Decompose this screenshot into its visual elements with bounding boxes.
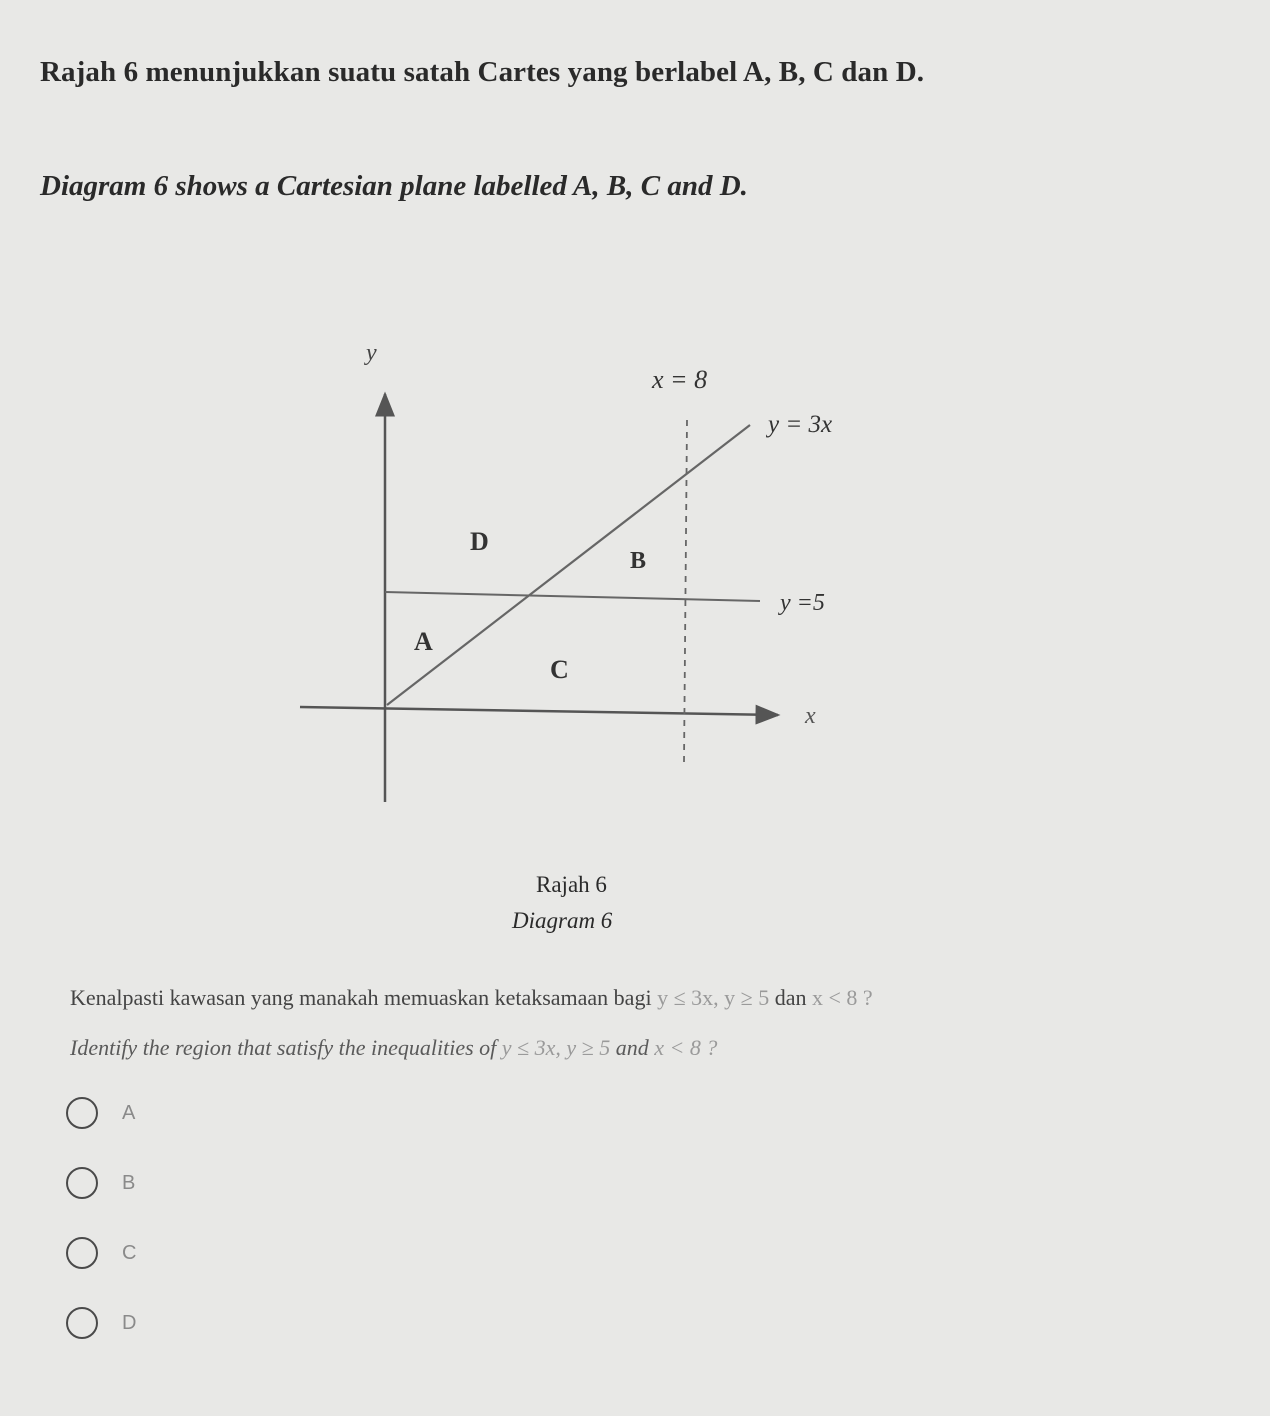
region-label-b: B bbox=[630, 548, 647, 574]
option-c[interactable] bbox=[66, 1218, 136, 1288]
question-english-and: and bbox=[610, 1035, 655, 1060]
question-english-end: ? bbox=[700, 1035, 718, 1060]
question-english-math2: x < 8 bbox=[654, 1035, 701, 1060]
intro-english: Diagram 6 shows a Cartesian plane labelled A, B, C and D. bbox=[40, 170, 748, 202]
line-x-8 bbox=[684, 420, 687, 762]
question-malay-and: dan bbox=[769, 985, 812, 1010]
x-axis bbox=[300, 707, 778, 715]
line-y5-label: y =5 bbox=[780, 590, 825, 616]
option-b-label: B bbox=[122, 1171, 136, 1194]
option-d[interactable] bbox=[66, 1288, 136, 1358]
region-label-d: D bbox=[470, 527, 489, 556]
question-malay-end: ? bbox=[857, 985, 873, 1010]
option-c-label: C bbox=[122, 1241, 137, 1264]
line-x8-label: x = 8 bbox=[652, 365, 708, 394]
option-a[interactable] bbox=[66, 1078, 136, 1148]
radio-button-c[interactable] bbox=[66, 1237, 98, 1269]
cartesian-diagram bbox=[290, 330, 890, 820]
answer-options bbox=[66, 1078, 136, 1358]
region-label-a: A bbox=[414, 627, 433, 656]
question-malay-math: y ≤ 3x, y ≥ 5 bbox=[657, 985, 770, 1010]
x-axis-label: x bbox=[805, 703, 816, 729]
question-malay-math2: x < 8 bbox=[811, 985, 858, 1010]
question-english bbox=[70, 1035, 717, 1061]
intro-malay: Rajah 6 menunjukkan suatu satah Cartes yang berlabel A, B, C dan D. bbox=[40, 56, 925, 88]
question-malay bbox=[70, 985, 873, 1011]
region-label-c: C bbox=[550, 655, 569, 684]
line-y-5 bbox=[385, 592, 760, 601]
question-malay-text: Kenalpasti kawasan yang manakah memuaskan ketaksamaan bagi bbox=[70, 985, 658, 1010]
option-b[interactable] bbox=[66, 1148, 136, 1218]
option-d-label: D bbox=[122, 1311, 137, 1334]
option-a-label: A bbox=[122, 1101, 136, 1124]
y-axis-label: y bbox=[366, 340, 377, 366]
radio-button-d[interactable] bbox=[66, 1307, 98, 1339]
diagram-caption-english: Diagram 6 bbox=[512, 908, 613, 933]
radio-button-a[interactable] bbox=[66, 1097, 98, 1129]
radio-button-b[interactable] bbox=[66, 1167, 98, 1199]
question-english-math: y ≤ 3x, y ≥ 5 bbox=[501, 1035, 611, 1060]
line-y3x-label: y = 3x bbox=[768, 411, 833, 438]
diagram-caption-malay: Rajah 6 bbox=[536, 872, 607, 897]
question-english-text: Identify the region that satisfy the inequalities of bbox=[70, 1035, 502, 1060]
